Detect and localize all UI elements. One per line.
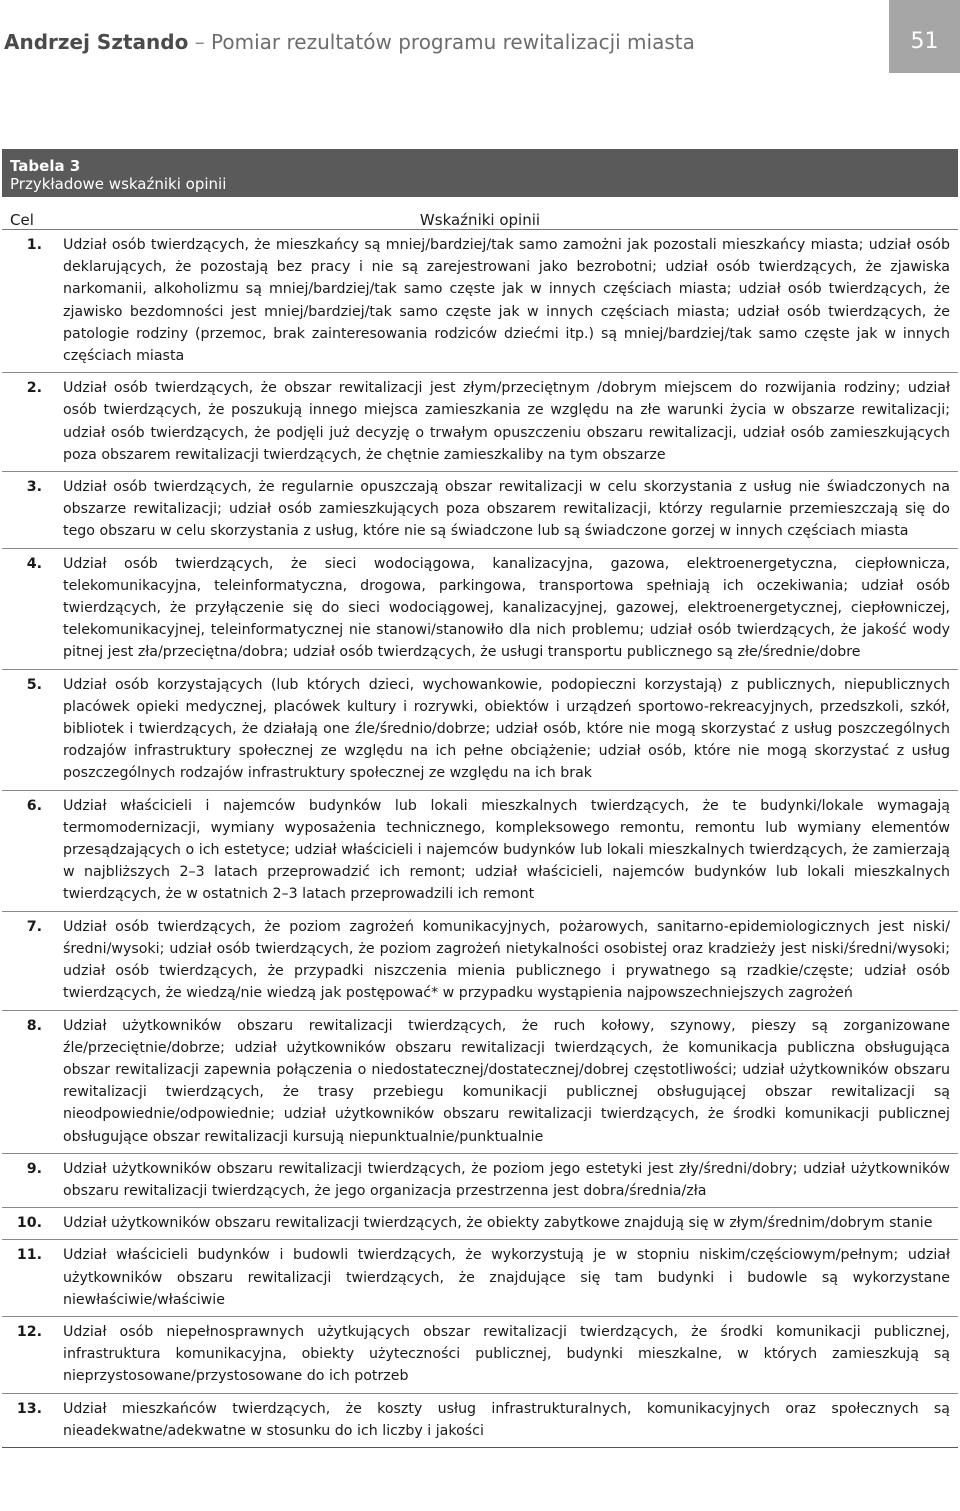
column-header-indicators: Wskaźniki opinii [419, 211, 541, 229]
column-header-goal: Cel [10, 211, 34, 229]
row-indicator-text: Udział osób twierdzących, że sieci wodociągowa, kanalizacyjna, gazowa, elektroenergetyczna, ciepłownicza, telekomunikacyjna, teleinformatyczna, drogowa, parkingowa, transportowa spełniają ich oczekiwania; udział osób twierdzących, że przyłączenie się do sieci wodociągowej, kanalizacyjnej, gazowej, elektroenergetycznej, ciepłowniczej, telekomunikacyjnej, teleinformatycznej nie stanowi/stanowiło dla nich problemu; udział osób twierdzących, że jakość wody pitnej jest zła/przeciętna/dobra; udział osób twierdzących, że usługi transportu publicznego są złe/średnie/dobre [63, 555, 950, 661]
table-column-header [2, 197, 958, 230]
row-number: 9. [26, 1160, 42, 1177]
row-number: 5. [26, 676, 42, 693]
row-number: 12. [16, 1323, 42, 1340]
table-row [2, 1317, 958, 1394]
row-number: 10. [16, 1215, 42, 1232]
indicators-table [2, 149, 958, 1448]
table-row [2, 549, 958, 670]
row-number: 2. [26, 380, 42, 397]
row-indicator-text: Udział osób twierdzących, że regularnie opuszczają obszar rewitalizacji w celu skorzystania z usług nie świadczonych na obszarze rewitalizacji; udział osób zamieszkujących poza obszarem rewitalizacji, którzy regularnie przemieszczają się do tego obszaru w celu skorzystania z usług, które nie są świadczone lub są świadczone gorzej w innych częściach miasta [63, 479, 950, 540]
row-indicator-text: Udział użytkowników obszaru rewitalizacji twierdzących, że ruch kołowy, szynowy, pieszy są zorganizowane źle/przeciętnie/dobrze; udział użytkowników obszaru rewitalizacji twierdzących, że komunikacja publiczna obsługująca obszar rewitalizacji zapewnia połączenia o niedostatecznej/dostatecznej/dobrej częstotliwości; udział użytkowników obszaru rewitalizacji twierdzących, że trasy przebiegu komunikacji publicznej obsługującej obszar rewitalizacji są nieodpowiednie/odpowiednie; udział użytkowników obszaru rewitalizacji twierdzących, że środki komunikacji publicznej obsługujące obszar rewitalizacji kursują niepunktualnie/punktualnie [63, 1017, 950, 1145]
table-row [2, 373, 958, 472]
row-number: 13. [16, 1400, 42, 1417]
row-number: 8. [26, 1017, 42, 1034]
table-row [2, 230, 958, 373]
row-number: 3. [26, 479, 42, 496]
running-title [4, 28, 695, 56]
row-indicator-text: Udział użytkowników obszaru rewitalizacji twierdzących, że poziom jego estetyki jest zły/średni/dobry; udział użytkowników obszaru rewitalizacji twierdzących, że jego organizacja przestrzenna jest dobra/średnia/zła [63, 1160, 950, 1199]
row-indicator-text: Udział osób niepełnosprawnych użytkujących obszar rewitalizacji twierdzących, że środki komunikacji publicznej, infrastruktura komunikacyjna, obiekty użyteczności publicznej, budynki mieszkalne, w których zamieszkują są nieprzystosowane/przystosowane do ich potrzeb [63, 1323, 950, 1385]
table-title: Przykładowe wskaźniki opinii [10, 175, 227, 193]
table-row [2, 1240, 958, 1317]
row-indicator-text: Udział osób korzystających (lub których dzieci, wychowankowie, podopieczni korzystają) z publicznych, niepublicznych placówek opieki medycznej, placówek kultury i rozrywki, obiektów i urządzeń sportowo-rekreacyjnych, przedszkoli, szkół, bibliotek i twierdzących, że działają one źle/średnio/dobrze; udział osób, które nie mogą skorzystać z usług poszczególnych rodzajów infrastruktury społecznej ze względu na ich pełne obciążenie; udział osób, które nie mogą skorzystać z usług poszczególnych rodzajów infrastruktury społecznej ze względu na ich brak [63, 676, 950, 782]
table-row [2, 472, 958, 549]
row-indicator-text: Udział osób twierdzących, że mieszkańcy są mniej/bardziej/tak samo zamożni jak pozostali mieszkańcy miasta; udział osób deklarujących, że pozostają bez pracy i nie są zarejestrowani jako bezrobotni; udział osób twierdzących, że zjawiska narkomanii, alkoholizmu są mniej/bardziej/tak samo częste jak w innych częściach miasta; udział osób twierdzących, że zjawisko bezdomności jest mniej/bardziej/tak samo częste jak w innych częściach miasta; udział osób twierdzących, że patologie rodziny (przemoc, brak zainteresowania rodziców dziećmi itp.) są mniej/bardziej/tak samo częste jak w innych częściach miasta [63, 237, 950, 365]
row-number: 4. [26, 555, 42, 572]
row-indicator-text: Udział osób twierdzących, że poziom zagrożeń komunikacyjnych, pożarowych, sanitarno-epidemiologicznych jest niski/średni/wysoki; udział osób twierdzących, że poziom zagrożeń nietykalności osobistej oraz kradzieży jest niski/średni/wysoki; udział osób twierdzących, że przypadki niszczenia mienia publicznego i prywatnego są rzadkie/częste; udział osób twierdzących, że wiedzą/nie wiedzą jak postępować* w przypadku wystąpienia najpowszechniejszych zagrożeń [63, 918, 950, 1002]
page-header [0, 0, 960, 86]
table-row [2, 1154, 958, 1208]
row-number: 11. [16, 1247, 42, 1264]
article-title: Pomiar rezultatów programu rewitalizacji miasta [211, 30, 695, 54]
table-row [2, 912, 958, 1011]
table-row [2, 670, 958, 791]
row-indicator-text: Udział osób twierdzących, że obszar rewitalizacji jest złym/przeciętnym /dobrym miejscem do rozwijania rodziny; udział osób twierdzących, że poszukują innego miejsca zamieszkania ze względu na złe warunki życia w obszarze rewitalizacji; udział osób twierdzących, że podjęli już decyzję o trwałym opuszczeniu obszaru rewitalizacji, udział osób zamieszkujących poza obszarem rewitalizacji twierdzących, że chętnie zamieszkaliby na tym obszarze [63, 380, 950, 463]
row-indicator-text: Udział użytkowników obszaru rewitalizacji twierdzących, że obiekty zabytkowe znajdują się w złym/średnim/dobrym stanie [63, 1215, 933, 1232]
row-indicator-text: Udział właścicieli budynków i budowli twierdzących, że wykorzystują je w stopniu niskim/częściowym/pełnym; udział użytkowników obszaru rewitalizacji twierdzących, że znajdujące się tam budynki i budowle są wykorzystane niewłaściwie/właściwie [63, 1247, 950, 1308]
table-row [2, 1394, 958, 1448]
table-label: Tabela 3 [10, 157, 81, 175]
row-indicator-text: Udział właścicieli i najemców budynków lub lokali mieszkalnych twierdzących, że te budynki/lokale wymagają termomodernizacji, wymiany wyposażenia technicznego, kompleksowego remontu, remontu lub wymiany elementów przesądzających o ich estetyce; udział właścicieli i najemców budynków lub lokali mieszkalnych twierdzących, że zamierzają w najbliższych 2–3 latach przeprowadzić ich remont; udział właścicieli, najemców budynków lub lokali mieszkalnych twierdzących, że w ostatnich 2–3 latach przeprowadzili ich remont [63, 797, 950, 903]
table-row [2, 1208, 958, 1240]
row-indicator-text: Udział mieszkańców twierdzących, że koszty usług infrastrukturalnych, komunikacyjnych oraz społecznych są nieadekwatne/adekwatne w stosunku do ich liczby i jakości [63, 1400, 950, 1439]
row-number: 7. [26, 918, 42, 935]
row-number: 6. [26, 797, 42, 814]
table-row [2, 1011, 958, 1154]
row-number: 1. [26, 237, 42, 253]
table-row [2, 791, 958, 912]
title-separator: – [188, 30, 212, 54]
table-caption [2, 149, 958, 197]
author-name: Andrzej Sztando [4, 30, 189, 54]
table-body [2, 230, 958, 1448]
page-number: 51 [889, 0, 960, 73]
